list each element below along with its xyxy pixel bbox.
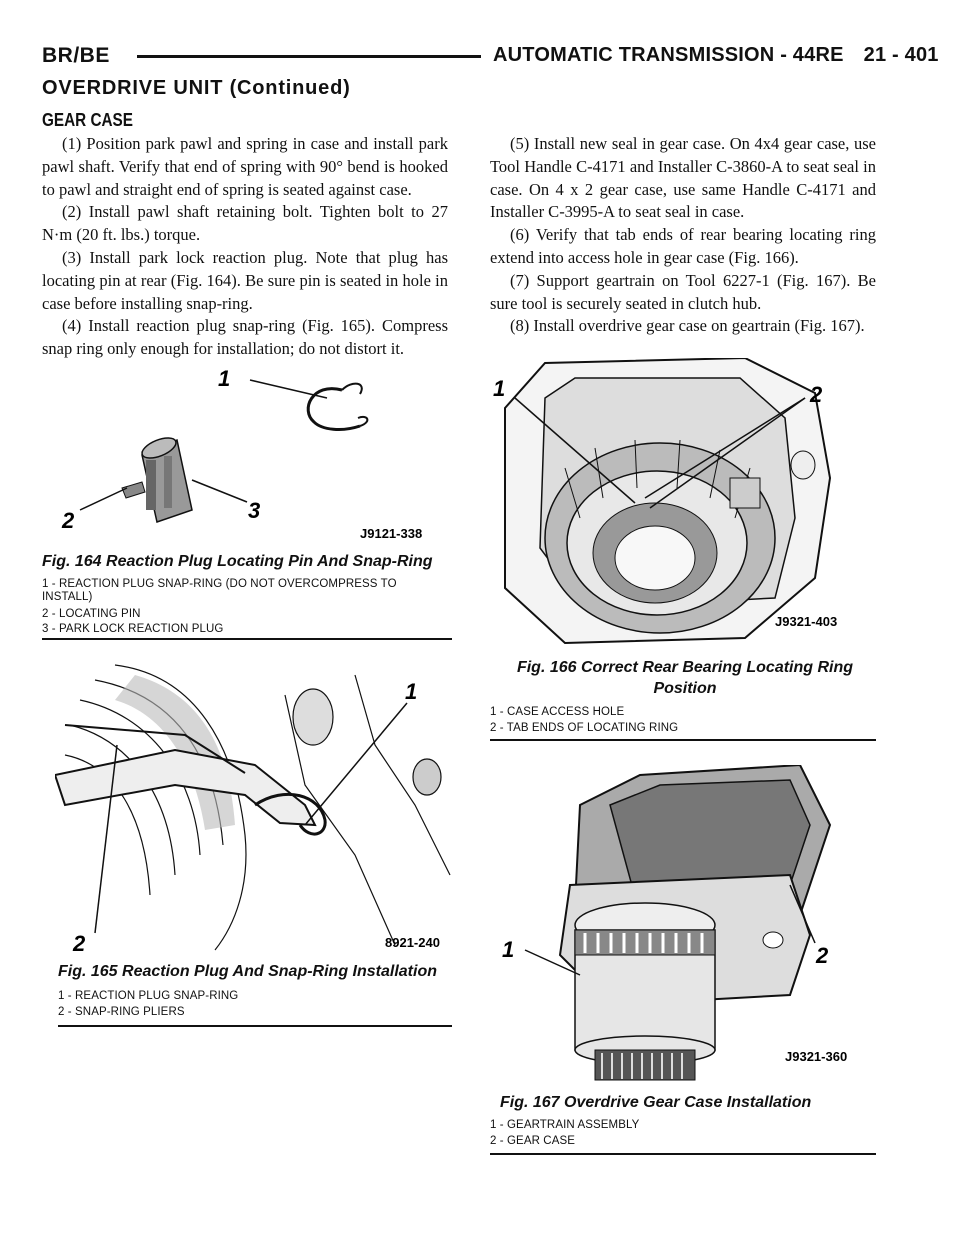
fig164-callout-3: 3 [248,498,261,523]
fig166-legend-item: 2 - TAB ENDS OF LOCATING RING [490,722,679,734]
fig166-caption-rule [490,739,876,741]
header-rule [137,55,481,58]
header-title-block [493,44,939,67]
fig165-illustration [55,655,455,955]
fig164-figure-id: J9121-338 [360,526,423,541]
page-subheader: OVERDRIVE UNIT (Continued) [42,77,351,99]
step-paragraph: (4) Install reaction plug snap-ring (Fig. 165). Compress snap ring only enough for installation; do not distort it. [42,316,448,359]
step-paragraph: (2) Install pawl shaft retaining bolt. Tighten bolt to 27 N·m (20 ft. lbs.) torque. [42,202,448,245]
fig166-caption-title-line2: Position [653,680,717,697]
fig164-legend-item: 3 - PARK LOCK REACTION PLUG [42,623,224,635]
step-paragraph: (8) Install overdrive gear case on geartrain (Fig. 167). [510,316,865,336]
header-manual-code: BR/BE [42,44,110,67]
step-paragraph: (5) Install new seal in gear case. On 4x4 gear case, use Tool Handle C-4171 and Installer C-3860-A to seat seal in case. On 4 x 2 gear case, use same Handle C-4171 and Installer C-3995-A to seat seal in case. [490,134,876,222]
fig166-caption-title-line1: Fig. 166 Correct Rear Bearing Locating Ring [516,659,854,676]
fig167-callout-1: 1 [502,937,515,962]
fig164-callout-2: 2 [62,508,75,533]
fig167-illustration [490,765,875,1085]
fig166-figure-id: J9321-403 [775,614,838,629]
step-paragraph: (3) Install park lock reaction plug. Note that plug has locating pin at rear (Fig. 164). Be sure pin is seated in hole in case before installing snap-ring. [42,247,448,313]
right-column-text [490,133,876,338]
section-title: GEAR CASE [42,110,133,130]
fig166-illustration [485,358,880,648]
step-paragraph: (6) Verify that tab ends of rear bearing locating ring extend into access hole in gear case (Fig. 166). [490,225,876,267]
fig165-callout-1: 1 [405,679,418,704]
fig167-legend-item: 1 - GEARTRAIN ASSEMBLY [490,1119,640,1131]
fig166-legend-item: 1 - CASE ACCESS HOLE [490,706,625,718]
fig165-figure-id: 8921-240 [385,935,440,950]
fig167-legend-item: 2 - GEAR CASE [490,1135,576,1147]
header-section-title: AUTOMATIC TRANSMISSION - 44RE [493,44,844,66]
fig165-caption-title: Fig. 165 Reaction Plug And Snap-Ring Installation [58,963,437,980]
step-paragraph: (1) Position park pawl and spring in case and install park pawl shaft. Verify that end of spring with 90° bend is hooked to pawl and straight end of spring is seated against case. [42,134,448,199]
fig165-callout-2: 2 [73,931,86,955]
fig164-callout-1: 1 [218,366,231,391]
fig164-illustration [42,360,452,545]
fig164-legend-item: 2 - LOCATING PIN [42,608,141,620]
fig167-figure-id: J9321-360 [785,1049,848,1064]
step-paragraph: (7) Support geartrain on Tool 6227-1 (Fig. 167). Be sure tool is securely seated in clutch hub. [490,270,876,313]
fig165-legend-item: 2 - SNAP-RING PLIERS [58,1006,185,1018]
fig166-callout-1: 1 [493,376,506,401]
fig164-caption-rule [42,638,452,640]
fig165-legend-item: 1 - REACTION PLUG SNAP-RING [58,990,239,1002]
header-page-number: 21 - 401 [863,44,939,66]
fig167-callout-2: 2 [816,943,829,968]
fig165-caption-rule [58,1025,452,1027]
fig166-callout-2: 2 [810,382,823,407]
left-column-text [42,133,448,361]
fig167-caption-title: Fig. 167 Overdrive Gear Case Installation [500,1094,812,1111]
fig164-legend-item: 1 - REACTION PLUG SNAP-RING (DO NOT OVERCOMPRESS TO INSTALL) [42,578,397,603]
fig167-caption-rule [490,1153,876,1155]
fig164-caption-title: Fig. 164 Reaction Plug Locating Pin And Snap-Ring [42,553,433,570]
